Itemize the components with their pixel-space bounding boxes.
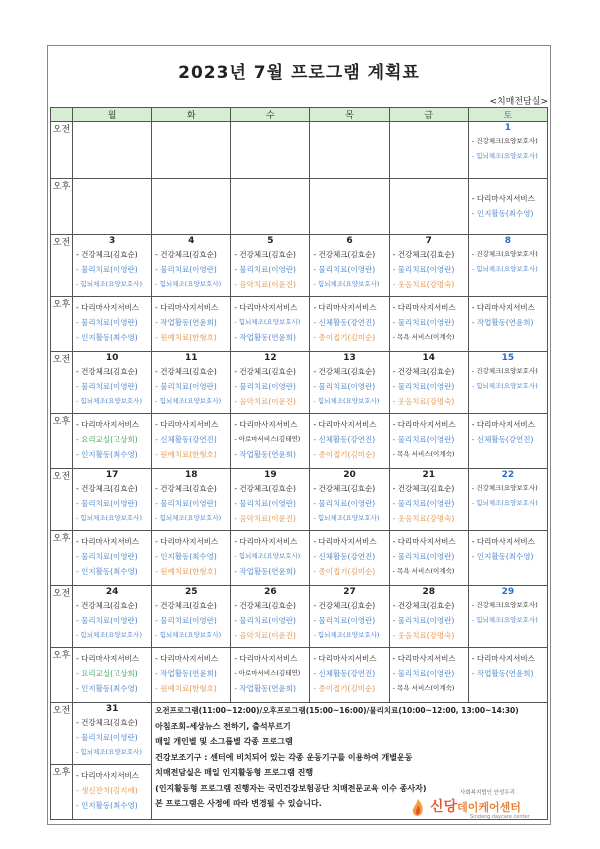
day-cell [389,531,468,586]
program-item: - 다리마사지서비스 [471,420,535,429]
day-number: 27 [343,587,356,597]
day-cell [152,586,231,648]
day-cell [389,235,468,297]
day-cell [389,648,468,703]
program-item: - 다리마사지서비스 [234,537,298,546]
am-label: 오전 [51,122,73,179]
program-item: - 힘뇌체조(요양보호사) [155,514,222,522]
program-item: - 물리치료(이영란) [234,499,296,508]
program-item: - 작업활동(연윤희) [234,567,296,576]
day-header: 화 [152,108,231,122]
day-cell [231,586,310,648]
day-number: 24 [105,587,119,597]
program-item: - 다리마사지서비스 [155,654,219,663]
empty-day-cell [389,122,468,179]
day-cell [152,469,231,531]
program-item: - 인지활동(최수영) [76,684,138,693]
day-cell [152,352,231,414]
day-cell [231,648,310,703]
day-cell [73,703,152,765]
program-item: - 힘뇌체조(요양보호사) [155,280,222,288]
day-cell [231,414,310,469]
program-item: - 물리치료(이영란) [392,318,455,327]
day-number: 3 [108,236,116,246]
program-item: - 다리마사지서비스 [471,303,535,312]
empty-day-cell [310,122,389,179]
am-label: 오전 [51,586,73,648]
program-item: - 요리교실(고상희) [76,669,138,678]
note-line: 치매전담실은 매일 인지활동형 프로그램 진행 [155,768,314,777]
program-item: - 인지활동(최수영) [76,567,138,576]
day-cell [231,297,310,352]
day-cell [73,235,152,297]
day-cell [310,531,389,586]
program-item: - 건강체크(김효순) [392,367,455,376]
program-item: - 물리치료(이영란) [76,552,138,561]
program-item: - 다리마사지서비스 [313,420,377,429]
program-item: - 신체활동(강연진) [313,318,376,327]
day-number: 8 [504,236,512,246]
day-cell [468,235,547,297]
note-line: 건강보조기구 : 센터에 비치되어 있는 각종 운동기구를 이용하여 개별운동 [155,752,413,762]
program-item: - 힘뇌체조(요양보호사) [234,552,301,560]
logo-english: Sindang daycare center [470,814,530,820]
program-item: - 다리마사지서비스 [155,537,219,546]
program-item: - 물리치료(이영란) [76,499,138,508]
day-cell [152,531,231,586]
program-item: - 물리치료(이영란) [392,552,455,561]
day-cell [231,235,310,297]
am-label: 오전 [51,235,73,297]
day-number: 20 [343,470,356,480]
program-item: - 다리마사지서비스 [471,654,535,663]
program-item: - 다리마사지서비스 [392,537,456,546]
program-item: - 물리치료(이영란) [234,265,296,274]
program-item: - 건강체크(김효순) [392,484,455,493]
program-item: - 작업활동(연윤희) [155,318,217,327]
program-item: - 작업활동(연윤희) [234,450,296,459]
day-cell [468,648,547,703]
program-item: - 물리치료(이영란) [234,616,296,625]
program-item: - 다리마사지서비스 [155,420,219,429]
program-item: - 힘뇌체조(요양보호사) [313,397,380,405]
day-cell [389,352,468,414]
day-cell [389,586,468,648]
program-item: - 힘뇌체조(요양보호사) [313,631,380,639]
program-item: - 인지활동(최수영) [76,450,138,459]
program-item: - 다리마사지서비스 [76,654,140,663]
program-item: - 건강체크(김효순) [234,484,296,493]
program-item: - 신체활동(강연진) [155,435,217,444]
program-item: - 목욕 서비스(이계숙) [392,567,455,575]
program-item: - 힘뇌체조(요양보호사) [471,499,538,507]
program-item: - 물리치료(이영란) [392,435,455,444]
program-item: - 힘뇌체조(요양보호사) [76,514,142,522]
logo-org: 사회복지법인 안성우리 [460,790,515,796]
program-item: - 건강체크(김효순) [234,250,296,259]
program-item: - 힘뇌체조(요양보호사) [76,397,142,405]
day-cell [73,648,152,703]
program-item: - 물리치료(이영란) [313,265,376,274]
day-cell [73,586,152,648]
week-row-pm [51,179,548,235]
program-item: - 목욕 서비스(이계숙) [392,333,455,341]
empty-day-cell [231,122,310,179]
program-item: - 힘뇌체조(요양보호사) [313,514,380,522]
program-item: - 물리치료(이영란) [76,616,138,625]
program-item: - 원예치료(한형호) [155,684,217,693]
program-item: - 인지활동(최수영) [76,333,138,342]
program-item: - 건강체크(김효순) [76,484,138,493]
day-header: 토 [468,108,547,122]
program-item: - 음악치료(이윤진) [234,631,296,640]
program-item: - 건강체크(김효순) [76,718,138,727]
program-item: - 원예치료(한형호) [155,567,217,576]
program-item: - 목욕 서비스(이계숙) [392,450,455,458]
empty-day-cell [231,179,310,235]
program-item: - 건강체크(요양보호사) [471,250,538,258]
program-item: - 건강체크(김효순) [313,601,376,610]
week-row-am [51,352,548,414]
program-item: - 건강체크(김효순) [155,250,217,259]
program-item: - 다리마사지서비스 [76,771,140,780]
week-row-pm [51,297,548,352]
program-item: - 힘뇌체조(요양보호사) [313,280,380,288]
day-cell [389,297,468,352]
program-item: - 종이접기(김미순) [313,567,376,576]
day-cell [310,586,389,648]
day-number: 7 [425,236,432,246]
day-number: 11 [184,353,198,363]
program-item: - 다리마사지서비스 [471,537,535,546]
week-row-am [51,122,548,179]
program-item: - 작업활동(연윤희) [234,333,296,342]
day-cell [73,531,152,586]
program-calendar [50,107,548,820]
program-item: - 건강체크(김효순) [234,367,296,376]
program-item: - 음악치료(이윤진) [234,397,296,406]
day-number: 10 [105,353,119,363]
day-header: 목 [310,108,389,122]
program-item: - 건강체크(김효순) [155,367,217,376]
day-number: 4 [188,236,195,246]
day-number: 19 [264,470,277,480]
day-cell [389,469,468,531]
program-item: - 다리마사지서비스 [313,303,377,312]
day-cell [73,469,152,531]
day-cell [152,297,231,352]
empty-day-cell [152,179,231,235]
day-number: 12 [264,353,277,363]
day-number: 21 [422,470,435,480]
pm-label: 오후 [51,531,73,586]
note-line: 본 프로그램은 사정에 따라 변경될 수 있습니다. [155,799,322,808]
program-item: - 다리마사지서비스 [76,537,140,546]
program-item: - 웃음치료(강명숙) [392,397,455,406]
page-subtitle: <치매전담실> [489,97,548,107]
program-item: - 음악치료(이윤진) [234,514,296,523]
program-item: - 종이접기(김미순) [313,450,376,459]
program-item: - 물리치료(이영란) [392,499,455,508]
day-cell [231,469,310,531]
day-cell [73,765,152,820]
program-item: - 인지활동(최수영) [76,801,138,810]
program-item: - 건강체크(김효순) [234,601,296,610]
week-row-am [51,586,548,648]
page-title: 2023년 7월 프로그램 계획표 [178,63,420,83]
week-row-am [51,235,548,297]
day-cell [310,297,389,352]
pm-label: 오후 [51,297,73,352]
program-item: - 다리마사지서비스 [234,303,298,312]
program-item: - 물리치료(이영란) [76,382,138,391]
day-cell [152,235,231,297]
day-cell [468,586,547,648]
program-item: - 물리치료(이영란) [155,499,217,508]
day-header-row [51,108,548,122]
day-number: 17 [105,470,119,480]
program-item: - 물리치료(이영란) [76,265,138,274]
program-item: - 힘뇌체조(요양보호사) [234,318,301,326]
day-cell [73,352,152,414]
program-item: - 웃음치료(강명숙) [392,631,455,640]
day-header: 금 [389,108,468,122]
logo-name [430,796,521,816]
day-cell [73,414,152,469]
program-item: - 다리마사지서비스 [313,654,377,663]
program-item: - 작업활동(연윤희) [234,684,296,693]
day-cell [468,531,547,586]
am-label: 오전 [51,469,73,531]
program-item: - 물리치료(이영란) [392,616,455,625]
program-item: - 건강체크(요양보호사) [471,601,538,609]
program-item: - 인지활동(최수영) [471,209,534,218]
am-label: 오전 [51,703,73,765]
program-item: - 신체활동(강연진) [313,435,376,444]
program-item: - 물리치료(이영란) [392,265,455,274]
program-item: - 건강체크(김효순) [392,601,455,610]
day-cell [468,414,547,469]
note-line: 아침조회-세상뉴스 전하기, 출석부르기 [155,721,291,731]
program-item: - 건강체크(김효순) [76,250,138,259]
empty-day-cell [73,122,152,179]
program-item: - 요리교실(고상희) [76,435,138,444]
pm-label: 오후 [51,648,73,703]
day-cell [310,352,389,414]
program-item: - 물리치료(이영란) [155,265,217,274]
program-item: - 인지활동(최수영) [155,552,217,561]
day-number: 22 [501,470,515,480]
program-item: - 건강체크(김효순) [313,484,376,493]
day-cell [231,352,310,414]
day-cell [310,235,389,297]
program-item: - 물리치료(이영란) [313,499,376,508]
program-item: - 물리치료(이영란) [234,382,296,391]
day-number: 28 [422,587,435,597]
program-item: - 건강체크(요양보호사) [471,137,538,145]
logo-name-main: 신당 [430,799,458,815]
day-cell [310,648,389,703]
program-item: - 웃음치료(강명숙) [392,280,455,289]
week-row-am [51,703,548,765]
day-number: 6 [346,236,353,246]
day-cell [152,414,231,469]
program-item: - 건강체크(요양보호사) [471,367,538,375]
day-cell [231,531,310,586]
program-item: - 물리치료(이영란) [155,382,217,391]
day-cell [310,414,389,469]
program-item: - 작업활동(연윤희) [471,318,534,327]
program-item: - 작업활동(연윤희) [471,669,534,678]
program-item: - 음악치료(이윤진) [234,280,296,289]
empty-day-cell [389,179,468,235]
day-number: 31 [105,704,119,714]
program-item: - 힘뇌체조(요양보호사) [76,631,142,639]
program-item: - 건강체크(김효순) [313,250,376,259]
program-item: - 인지활동(최수영) [471,552,534,561]
program-item: - 다리마사지서비스 [392,420,456,429]
program-item: - 아로마서비스(김태연) [234,669,301,677]
day-cell [152,648,231,703]
pm-label: 오후 [51,414,73,469]
program-item: - 힘뇌체조(요양보호사) [471,152,538,160]
program-item: - 다리마사지서비스 [392,654,456,663]
program-item: - 건강체크(김효순) [392,250,455,259]
program-item: - 다리마사지서비스 [392,303,456,312]
program-item: - 신체활동(강연진) [471,435,534,444]
program-item: - 생신잔치(김지애) [76,786,138,795]
day-cell [468,297,547,352]
note-line: 매일 개인별 및 소그룹별 각종 프로그램 [155,737,293,746]
program-item: - 작업활동(연윤희) [155,669,217,678]
program-item: - 목욕 서비스(이계숙) [392,684,455,692]
program-item: - 힘뇌체조(요양보호사) [76,280,142,288]
program-item: - 건강체크(김효순) [76,367,138,376]
day-number: 1 [504,123,512,133]
program-item: - 신체활동(강연진) [313,669,376,678]
day-header: 월 [73,108,152,122]
note-line: 오전프로그램(11:00~12:00)/오후프로그램(15:00~16:00)/물리치료(10:00~12:00, 13:00~14:30) [155,706,519,715]
day-cell [468,352,547,414]
program-item: - 물리치료(이영란) [313,382,376,391]
program-item: - 원예치료(한형호) [155,450,217,459]
week-row-am [51,469,548,531]
day-number: 15 [501,353,515,363]
program-item: - 다리마사지서비스 [234,420,298,429]
program-item: - 원예치료(한형호) [155,333,217,342]
program-item: - 물리치료(이영란) [76,733,138,742]
day-number: 13 [343,353,356,363]
flame-logo-icon [410,798,426,818]
week-row-pm [51,648,548,703]
program-item: - 힘뇌체조(요양보호사) [155,631,222,639]
program-item: - 아로마서비스(김태연) [234,435,301,443]
day-number: 26 [264,587,277,597]
empty-day-cell [73,179,152,235]
program-item: - 건강체크(김효순) [155,601,217,610]
program-item: - 물리치료(이영란) [392,669,455,678]
logo-name-sub: 데이케어센터 [457,801,521,814]
program-item: - 건강체크(김효순) [76,601,138,610]
pm-label: 오후 [51,179,73,235]
day-number: 14 [422,353,435,363]
program-item: - 다리마사지서비스 [234,654,298,663]
pm-label: 오후 [51,765,73,820]
program-item: - 건강체크(요양보호사) [471,484,538,492]
day-number: 29 [501,587,515,597]
day-number: 5 [267,236,274,246]
note-line: (인지활동형 프로그램 진행자는 국민건강보험공단 치매전문교육 이수 종사자) [155,783,427,793]
empty-day-cell [152,122,231,179]
week-row-pm [51,531,548,586]
program-item: - 다리마사지서비스 [155,303,219,312]
program-item: - 신체활동(강연진) [313,552,376,561]
corner-cell [51,108,73,122]
day-cell [468,122,547,179]
program-item: - 물리치료(이영란) [392,382,455,391]
program-item: - 물리치료(이영란) [76,318,138,327]
program-item: - 물리치료(이영란) [155,616,217,625]
program-item: - 물리치료(이영란) [313,616,376,625]
day-cell [468,179,547,235]
program-item: - 힘뇌체조(요양보호사) [471,616,538,624]
program-item: - 다리마사지서비스 [471,194,535,203]
program-item: - 힘뇌체조(요양보호사) [76,748,142,756]
day-cell [468,469,547,531]
week-row-pm [51,414,548,469]
day-header: 수 [231,108,310,122]
day-cell [389,414,468,469]
program-item: - 다리마사지서비스 [76,303,140,312]
program-item: - 건강체크(김효순) [155,484,217,493]
day-number: 18 [184,470,198,480]
am-label: 오전 [51,352,73,414]
program-item: - 힘뇌체조(요양보호사) [155,397,222,405]
program-item: - 힘뇌체조(요양보호사) [471,265,538,273]
program-item: - 다리마사지서비스 [76,420,140,429]
program-item: - 종이접기(김미순) [313,684,376,693]
day-cell [73,297,152,352]
program-item: - 종이접기(김미순) [313,333,376,342]
program-item: - 다리마사지서비스 [313,537,377,546]
day-number: 25 [184,587,198,597]
center-logo [400,788,550,824]
program-item: - 힘뇌체조(요양보호사) [471,382,538,390]
empty-day-cell [310,179,389,235]
program-item: - 웃음치료(강명숙) [392,514,455,523]
day-cell [310,469,389,531]
program-item: - 건강체크(김효순) [313,367,376,376]
